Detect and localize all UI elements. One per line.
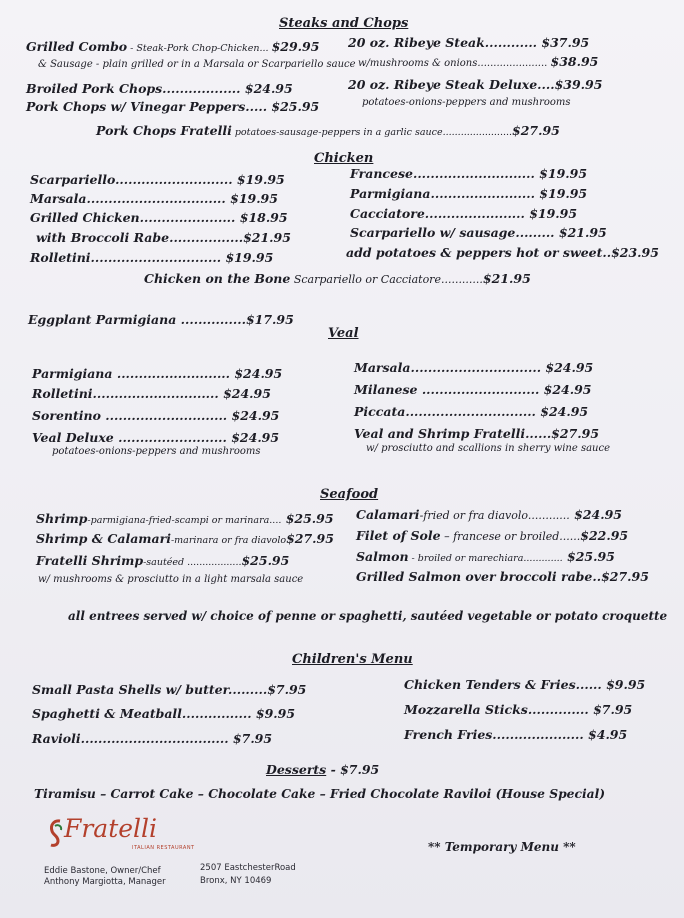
address-line-2: Bronx, NY 10469 <box>200 876 272 886</box>
menu-item: Veal Deluxe ......................... $24.95 <box>32 430 280 445</box>
menu-item-ribeye-deluxe: 20 oz. Ribeye Steak Deluxe....$39.95 <box>348 77 603 92</box>
veal-heading: Veal <box>328 326 359 341</box>
menu-item: Veal and Shrimp Fratelli......$27.95 <box>354 426 600 441</box>
menu-item: Marsala................................ $19.95 <box>30 191 278 206</box>
menu-item: Filet of Sole – francese or broiled......$22.95 <box>356 528 629 543</box>
address-line-1: 2507 EastchesterRoad <box>200 863 296 873</box>
menu-item-note: potatoes-onions-peppers and mushrooms <box>362 97 571 108</box>
menu-item: Salmon - broiled or marechiara............. $25.95 <box>356 549 615 564</box>
steaks-heading: Steaks and Chops <box>279 16 409 31</box>
menu-item: Rolletini............................. $24.95 <box>32 386 271 401</box>
menu-item: Milanese ........................... $24.95 <box>354 382 592 397</box>
menu-item: Scarpariello........................... $19.95 <box>30 172 285 187</box>
menu-item-pork-chops-vinegar: Pork Chops w/ Vinegar Peppers..... $25.95 <box>26 99 320 114</box>
menu-item: with Broccoli Rabe.................$21.95 <box>36 230 291 245</box>
menu-item-grilled-combo: Grilled Combo - Steak-Pork Chop-Chicken... $29.95 <box>26 39 320 54</box>
menu-item: French Fries..................... $4.95 <box>404 727 628 742</box>
menu-item: Francese............................ $19.95 <box>350 166 588 181</box>
menu-item: Marsala.............................. $24.95 <box>354 360 594 375</box>
menu-item: add potatoes & peppers hot or sweet..$23.95 <box>346 245 659 260</box>
menu-item-note: w/ prosciutto and scallions in sherry wine sauce <box>366 443 611 454</box>
desserts-list: Tiramisu – Carrot Cake – Chocolate Cake – Fried Chocolate Raviloi (House Special) <box>34 786 606 801</box>
menu-item-note: w/mushrooms & onions...................... $38.95 <box>358 54 599 69</box>
menu-item-chicken-on-the-bone: Chicken on the Bone Scarpariello or Cacciatore............$21.95 <box>144 271 531 286</box>
menu-item: Chicken Tenders & Fries...... $9.95 <box>404 677 646 692</box>
menu-item: Shrimp & Calamari-marinara or fra diavolo$27.95 <box>36 531 334 546</box>
menu-item-broiled-pork-chops: Broiled Pork Chops.................. $24.95 <box>26 81 293 96</box>
menu-item: Shrimp-parmigiana-fried-scampi or marinara.... $25.95 <box>36 511 334 526</box>
temporary-menu-note: ** Temporary Menu ** <box>428 840 576 854</box>
logo-subtitle: ITALIAN RESTAURANT <box>132 845 195 851</box>
menu-item: Parmigiana .......................... $24.95 <box>32 366 283 381</box>
menu-item: Cacciatore....................... $19.95 <box>350 206 578 221</box>
menu-item: Spaghetti & Meatball................ $9.95 <box>32 706 296 721</box>
menu-item: Calamari-fried or fra diavolo............ $24.95 <box>356 507 623 522</box>
owner-text: Eddie Bastone, Owner/Chef <box>44 866 161 876</box>
menu-item: Grilled Chicken...................... $18.95 <box>30 210 288 225</box>
menu-item: Rolletini.............................. $19.95 <box>30 250 274 265</box>
menu-item: Parmigiana........................ $19.95 <box>350 186 588 201</box>
menu-item: Scarpariello w/ sausage......... $21.95 <box>350 225 607 240</box>
menu-item-pork-chops-fratelli: Pork Chops Fratelli potatoes-sausage-peppers in a garlic sauce.......................$27.95 <box>96 123 560 138</box>
menu-item: Mozzarella Sticks.............. $7.95 <box>404 702 633 717</box>
childrens-menu-heading: Children's Menu <box>292 652 413 667</box>
manager-text: Anthony Margiotta, Manager <box>44 877 166 887</box>
seafood-heading: Seafood <box>320 487 379 502</box>
menu-item: Sorentino ............................ $24.95 <box>32 408 280 423</box>
menu-item: Piccata.............................. $24.95 <box>354 404 589 419</box>
desserts-heading: Desserts - $7.95 <box>266 762 380 777</box>
menu-item: Grilled Salmon over broccoli rabe..$27.95 <box>356 569 649 584</box>
entrees-note: all entrees served w/ choice of penne or spaghetti, sautéed vegetable or potato croquette <box>68 609 668 623</box>
menu-item-note: w/ mushrooms & prosciutto in a light marsala sauce <box>38 574 304 585</box>
menu-item: Small Pasta Shells w/ butter.........$7.95 <box>32 682 307 697</box>
menu-item-eggplant: Eggplant Parmigiana ...............$17.95 <box>28 312 294 327</box>
menu-item-note: & Sausage - plain grilled or in a Marsala or Scarpariello sauce <box>38 59 356 70</box>
menu-item: Ravioli.................................. $7.95 <box>32 731 273 746</box>
fratelli-logo: Fratelli <box>64 814 158 843</box>
menu-item: Fratelli Shrimp-sautéed ..................$25.95 <box>36 553 290 568</box>
menu-item-ribeye: 20 oz. Ribeye Steak............ $37.95 <box>348 35 590 50</box>
menu-item-note: potatoes-onions-peppers and mushrooms <box>52 446 261 457</box>
chicken-heading: Chicken <box>314 151 374 166</box>
